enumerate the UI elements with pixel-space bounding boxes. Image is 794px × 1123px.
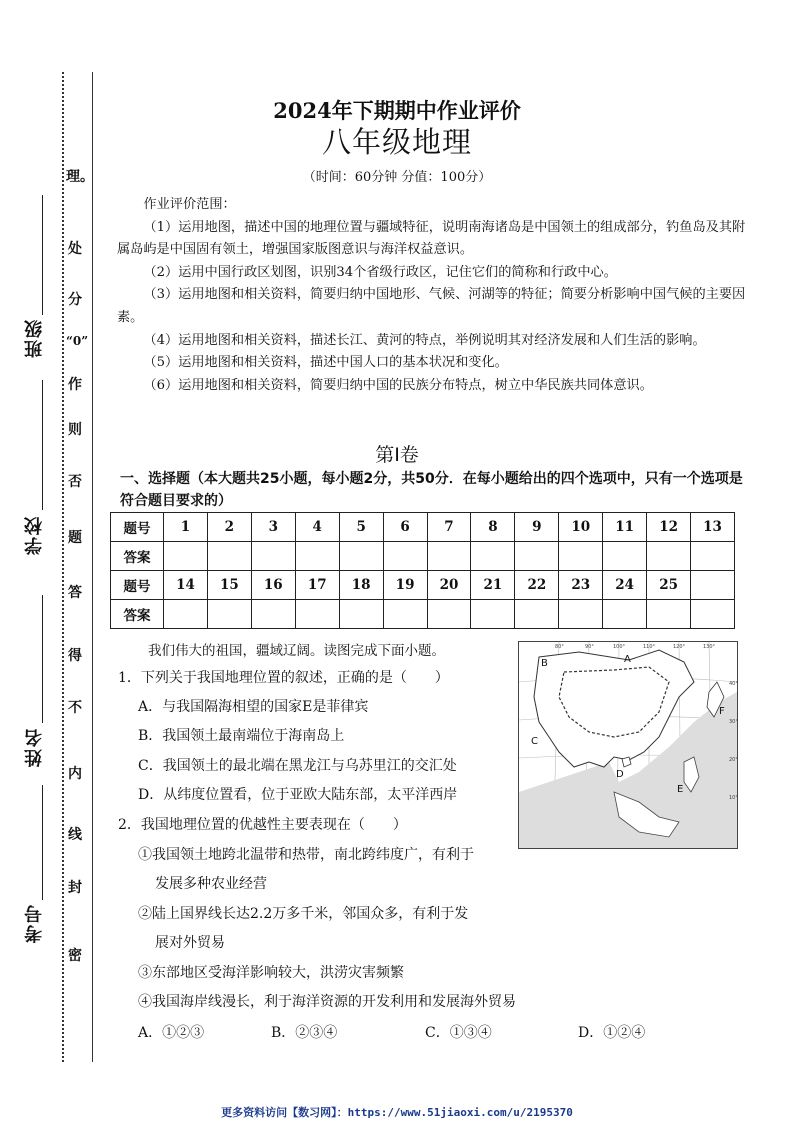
question-2-option-b[interactable]: B．②③④ xyxy=(271,1025,338,1041)
answer-cell[interactable] xyxy=(603,600,647,629)
question-number: 12 xyxy=(647,513,691,542)
class-field-line[interactable] xyxy=(42,195,43,315)
answer-table xyxy=(110,512,735,629)
lat-tick: 30° xyxy=(729,719,737,725)
scope-item: （2）运用中国行政区划图，识别34个省级行政区，记住它们的简称和行政中心。 xyxy=(143,264,617,280)
binding-warning-char: 线 xyxy=(68,827,82,843)
question-1-option-c[interactable]: C．我国领土的最北端在黑龙江与乌苏里江的交汇处 xyxy=(138,758,457,774)
lon-tick: 120° xyxy=(673,644,686,650)
question-number: 9 xyxy=(515,513,559,542)
question-number: 25 xyxy=(647,571,691,600)
question-number: 5 xyxy=(339,513,383,542)
answer-cell[interactable] xyxy=(647,542,691,571)
lon-tick: 110° xyxy=(643,644,656,650)
dotted-binding-line xyxy=(62,72,64,1062)
question-intro: 我们伟大的祖国，疆域辽阔。读图完成下面小题。 xyxy=(148,643,445,659)
solid-binding-line xyxy=(92,72,93,1062)
question-2-stem: 2．我国地理位置的优越性主要表现在（ ） xyxy=(118,817,407,833)
scope-heading: 作业评价范围： xyxy=(143,197,236,212)
answer-cell[interactable] xyxy=(295,600,339,629)
question-number: 8 xyxy=(471,513,515,542)
lat-tick: 20° xyxy=(729,757,737,763)
lon-tick: 130° xyxy=(703,644,716,650)
question-number: 22 xyxy=(515,571,559,600)
lon-tick: 80° xyxy=(555,644,564,650)
question-number: 10 xyxy=(559,513,603,542)
question-number: 14 xyxy=(164,571,208,600)
answer-cell[interactable] xyxy=(691,542,735,571)
answer-cell[interactable] xyxy=(647,600,691,629)
answer-cell[interactable] xyxy=(427,600,471,629)
binding-warning-char: 密 xyxy=(68,948,82,964)
question-number: 3 xyxy=(251,513,295,542)
answer-cell[interactable] xyxy=(559,542,603,571)
answer-cell[interactable] xyxy=(383,542,427,571)
binding-warning-char: 否 xyxy=(68,474,82,490)
evaluation-scope xyxy=(117,194,749,397)
lat-tick: 10° xyxy=(729,795,737,801)
binding-warning-char: 答 xyxy=(68,585,82,601)
answer-label: 答案 xyxy=(111,600,164,629)
question-2-statement: ①我国领土地跨北温带和热带，南北跨纬度广，有利于 xyxy=(138,847,474,863)
scope-item: （5）运用地图和相关资料，描述中国人口的基本状况和变化。 xyxy=(143,355,508,371)
question-2-statement: ③东部地区受海洋影响较大，洪涝灾害频繁 xyxy=(138,965,404,981)
section-instructions: 一、选择题（本大题共25小题，每小题2分，共50分．在每小题给出的四个选项中，只有一个选项是符合题目要求的） xyxy=(120,471,743,509)
answer-cell[interactable] xyxy=(471,600,515,629)
answer-cell[interactable] xyxy=(559,600,603,629)
answer-cell[interactable] xyxy=(515,542,559,571)
question-number: 20 xyxy=(427,571,471,600)
question-number: 2 xyxy=(207,513,251,542)
binding-warning-char: 得 xyxy=(68,648,82,664)
exam-number-field-line[interactable] xyxy=(42,785,43,900)
binding-warning-char: 处 xyxy=(68,241,82,257)
map-graphic xyxy=(519,642,737,848)
question-number: 16 xyxy=(251,571,295,600)
answer-cell[interactable] xyxy=(603,542,647,571)
answer-cell[interactable] xyxy=(295,542,339,571)
name-field-line[interactable] xyxy=(42,595,43,723)
answer-cell[interactable] xyxy=(515,600,559,629)
binding-warning-char: 题 xyxy=(68,530,82,546)
question-1-stem: 1．下列关于我国地理位置的叙述，正确的是（ ） xyxy=(118,670,449,686)
lon-tick: 100° xyxy=(613,644,626,650)
question-1-option-b[interactable]: B．我国领土最南端位于海南岛上 xyxy=(138,728,345,744)
binding-warning-char: 内 xyxy=(68,766,82,782)
name-field-label: 姓名 xyxy=(24,727,45,767)
question-number: 17 xyxy=(295,571,339,600)
question-number: 23 xyxy=(559,571,603,600)
question-number: 18 xyxy=(339,571,383,600)
question-number: 24 xyxy=(603,571,647,600)
question-2-statement: 发展多种农业经营 xyxy=(155,876,267,892)
scope-item: （6）运用地图和相关资料，简要归纳中国的民族分布特点，树立中华民族共同体意识。 xyxy=(143,377,653,393)
table-row xyxy=(111,542,735,571)
question-2-statement: ②陆上国界线长达2.2万多千米，邻国众多，有利于发 xyxy=(138,906,469,922)
volume-heading: 第Ⅰ卷 xyxy=(375,444,419,466)
answer-cell[interactable] xyxy=(339,542,383,571)
question-number: 4 xyxy=(295,513,339,542)
answer-cell[interactable] xyxy=(207,600,251,629)
binding-warning-char: 不 xyxy=(68,700,82,716)
question-1-option-a[interactable]: A．与我国隔海相望的国家E是菲律宾 xyxy=(138,699,369,715)
answer-cell[interactable] xyxy=(427,542,471,571)
question-number: 15 xyxy=(207,571,251,600)
answer-label: 答案 xyxy=(111,542,164,571)
answer-cell[interactable] xyxy=(471,542,515,571)
answer-cell[interactable] xyxy=(164,600,208,629)
scope-item: （3）运用地图和相关资料，简要归纳中国地形、气候、河湖等的特征；简要分析影响中国气候的主要因素。 xyxy=(117,287,746,325)
binding-warning-char: 则 xyxy=(68,422,82,438)
map-label-a: A xyxy=(624,654,631,665)
answer-cell[interactable] xyxy=(691,600,735,629)
answer-cell[interactable] xyxy=(383,600,427,629)
lat-tick: 40° xyxy=(729,681,737,687)
map-label-b: B xyxy=(541,658,548,669)
exam-number-field-label: 考号 xyxy=(24,903,45,943)
hainan-outline xyxy=(622,757,631,767)
table-row xyxy=(111,513,735,542)
subject-title: 八年级地理 xyxy=(321,125,472,159)
lon-tick: 90° xyxy=(585,644,594,650)
question-number-label: 题号 xyxy=(111,513,164,542)
time-and-score: （时间：60分钟 分值：100分） xyxy=(302,170,492,185)
question-number xyxy=(691,571,735,600)
exam-title: 2024年下期期中作业评价 xyxy=(273,98,521,123)
question-number: 7 xyxy=(427,513,471,542)
map-label-d: D xyxy=(616,769,624,780)
binding-warning-char: 分 xyxy=(68,292,82,308)
question-1-option-d[interactable]: D．从纬度位置看，位于亚欧大陆东部，太平洋西岸 xyxy=(138,787,458,803)
question-2-option-d[interactable]: D．①②④ xyxy=(578,1025,646,1041)
binding-warning-char: 理。 xyxy=(66,169,94,185)
answer-cell[interactable] xyxy=(164,542,208,571)
class-field-label: 班级 xyxy=(24,318,45,358)
binding-warning-char: “0” xyxy=(66,334,89,348)
question-2-statement: ④我国海岸线漫长，利于海洋资源的开发利用和发展海外贸易 xyxy=(138,994,516,1010)
question-number: 1 xyxy=(164,513,208,542)
scope-item: （1）运用地图，描述中国的地理位置与疆域特征，说明南海诸岛是中国领土的组成部分，钓鱼岛及其附属岛屿是中国固有领土，增强国家版图意识与海洋权益意识。 xyxy=(117,219,746,258)
question-number: 21 xyxy=(471,571,515,600)
table-row xyxy=(111,600,735,629)
footer-link[interactable]: 更多资料访问【数习网】：https://www.51jiaoxi.com/u/2195370 xyxy=(221,1106,573,1119)
question-2-option-c[interactable]: C．①③④ xyxy=(425,1025,492,1041)
answer-cell[interactable] xyxy=(251,600,295,629)
table-row xyxy=(111,571,735,600)
map-label-c: C xyxy=(531,736,538,747)
map-label-f: F xyxy=(719,706,725,717)
question-number: 19 xyxy=(383,571,427,600)
answer-cell[interactable] xyxy=(339,600,383,629)
question-2-option-a[interactable]: A．①②③ xyxy=(138,1025,205,1041)
question-number: 11 xyxy=(603,513,647,542)
binding-warning-char: 封 xyxy=(68,880,82,896)
answer-cell[interactable] xyxy=(251,542,295,571)
school-field-label: 学校 xyxy=(24,515,45,555)
map-label-e: E xyxy=(677,784,684,795)
binding-warning-char: 作 xyxy=(68,377,82,393)
scope-item: （4）运用地图和相关资料，描述长江、黄河的特点，举例说明其对经济发展和人们生活的影响。 xyxy=(143,332,706,348)
question-number: 6 xyxy=(383,513,427,542)
question-number-label: 题号 xyxy=(111,571,164,600)
china-location-map xyxy=(518,641,738,849)
question-number: 13 xyxy=(691,513,735,542)
question-2-statement: 展对外贸易 xyxy=(155,935,225,951)
answer-cell[interactable] xyxy=(207,542,251,571)
